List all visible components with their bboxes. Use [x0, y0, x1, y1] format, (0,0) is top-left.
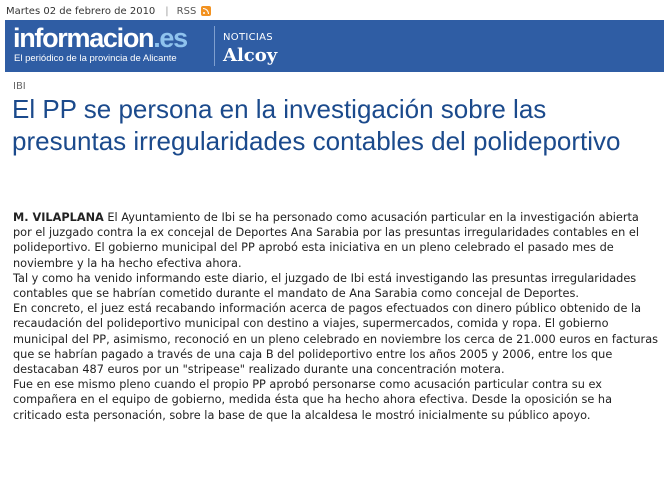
site-header [5, 20, 664, 72]
section-label[interactable]: NOTICIAS [223, 32, 273, 43]
article-paragraph-2: Tal y como ha venido informando este diario, el juzgado de Ibi está investigando las presuntas irregularidades contables que se habrían cometido durante el mandato de Ana Sarabia como concejal de Deportes. [13, 271, 637, 301]
city-label[interactable]: Alcoy [223, 45, 278, 66]
paragraph-text: El Ayuntamiento de Ibi se ha personado como acusación particular en la investigación abierta por el juzgado contra la ex concejal de Deportes Ana Sarabia por las presuntas irregularidades contables en el polideportivo. El gobierno municipal del PP aprobó esta iniciativa en un pleno celebrado el pasado mes de noviembre y la ha hecho efectiva ahora. [13, 211, 639, 270]
article-kicker: IBI [13, 81, 26, 92]
article-paragraph-1 [13, 210, 658, 271]
top-bar-separator: | [165, 5, 169, 17]
site-logo[interactable] [13, 22, 187, 54]
header-divider [214, 26, 215, 66]
site-tagline: El periódico de la provincia de Alicante [14, 53, 177, 64]
article-paragraph-4: Fue en ese mismo pleno cuando el propio PP aprobó personarse como acusación particular contra su ex compañera en el equipo de gobierno, medida ésta que ha hecho ahora efectiva. Desde la oposición se ha criticado esta personación, sobre la base de que la alcaldesa le mostró inicialmente su público apoyo. [13, 378, 613, 422]
logo-main: informacion [13, 23, 154, 53]
article-author: M. VILAPLANA [13, 211, 104, 224]
logo-extension: .es [153, 23, 187, 53]
current-date: Martes 02 de febrero de 2010 [6, 5, 156, 17]
rss-icon[interactable] [201, 6, 211, 16]
article-paragraph-3: En concreto, el juez está recabando información acerca de pagos efectuados con dinero público obtenido de la recaudación del polideportivo municipal con destino a viajes, supermercados, comida y ropa. El gobierno municipal del PP, asimismo, reconoció en un pleno celebrado en noviembre los cerca de 21.000 euros en facturas que se habrían pagado a través de una caja B del polideportivo entre los años 2005 y 2006, entre los que destacaban 487 euros por un "stripease" realizado durante una concentración motera. [13, 302, 659, 377]
top-bar [6, 3, 211, 19]
site-logo-link[interactable] [10, 20, 215, 72]
rss-link[interactable]: RSS [176, 5, 197, 17]
article-body [13, 210, 658, 423]
article-headline: El PP se persona en la investigación sobre las presuntas irregularidades contables del polideportivo [12, 94, 621, 156]
